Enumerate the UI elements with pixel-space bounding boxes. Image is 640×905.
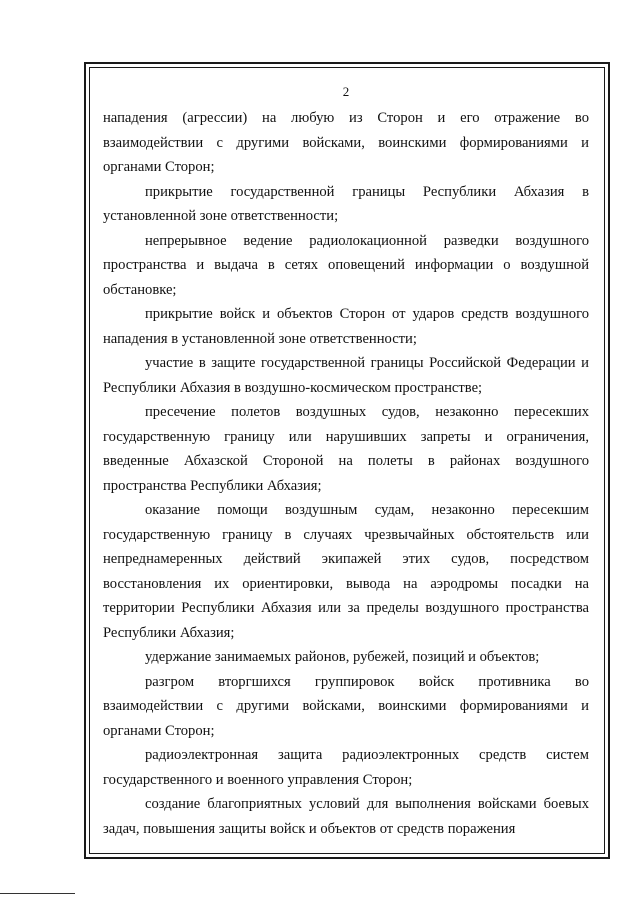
document-body xyxy=(103,106,589,841)
paragraph-continuation: нападения (агрессии) на любую из Сторон и его отражение во взаимодействии с другими войсками, воинскими формированиями и органами Сторон; xyxy=(103,110,589,175)
paragraph: радиоэлектронная защита радиоэлектронных средств систем государственного и военного управления Сторон; xyxy=(103,747,589,788)
paragraph: прикрытие войск и объектов Сторон от ударов средств воздушного нападения в установленной зоне ответственности; xyxy=(103,306,589,347)
paragraph: пресечение полетов воздушных судов, незаконно пересекших государственную границу или нарушивших запреты и ограничения, введенные Абхазской Стороной на полеты в районах воздушного пространства Республики Абхазия; xyxy=(103,404,589,494)
paragraph: прикрытие государственной границы Республики Абхазия в установленной зоне ответственности; xyxy=(103,183,589,224)
paragraph: разгром вторгшихся группировок войск противника во взаимодействии с другими войсками, воинскими формированиями и органами Сторон; xyxy=(103,673,589,739)
paragraph: создание благоприятных условий для выполнения войсками боевых задач, повышения защиты войск и объектов от средств поражения xyxy=(103,796,589,837)
paragraph: непрерывное ведение радиолокационной разведки воздушного пространства и выдача в сетях оповещений информации о воздушной обстановке; xyxy=(103,232,589,298)
paragraph: удержание занимаемых районов, рубежей, позиций и объектов; xyxy=(145,649,540,665)
footer-rule xyxy=(0,893,75,894)
page-number: 2 xyxy=(342,84,350,99)
paragraph: оказание помощи воздушным судам, незаконно пересекшим государственную границу в случаях чрезвычайных обстоятельств или непреднамеренных действий экипажей этих судов, посредством восстановления их ориентировки, вывода на аэродромы посадки на территории Республики Абхазия или за пределы воздушного пространства Республики Абхазия; xyxy=(103,502,589,641)
paragraph: участие в защите государственной границы Российской Федерации и Республики Абхазия в воздушно-космическом пространстве; xyxy=(103,355,589,396)
